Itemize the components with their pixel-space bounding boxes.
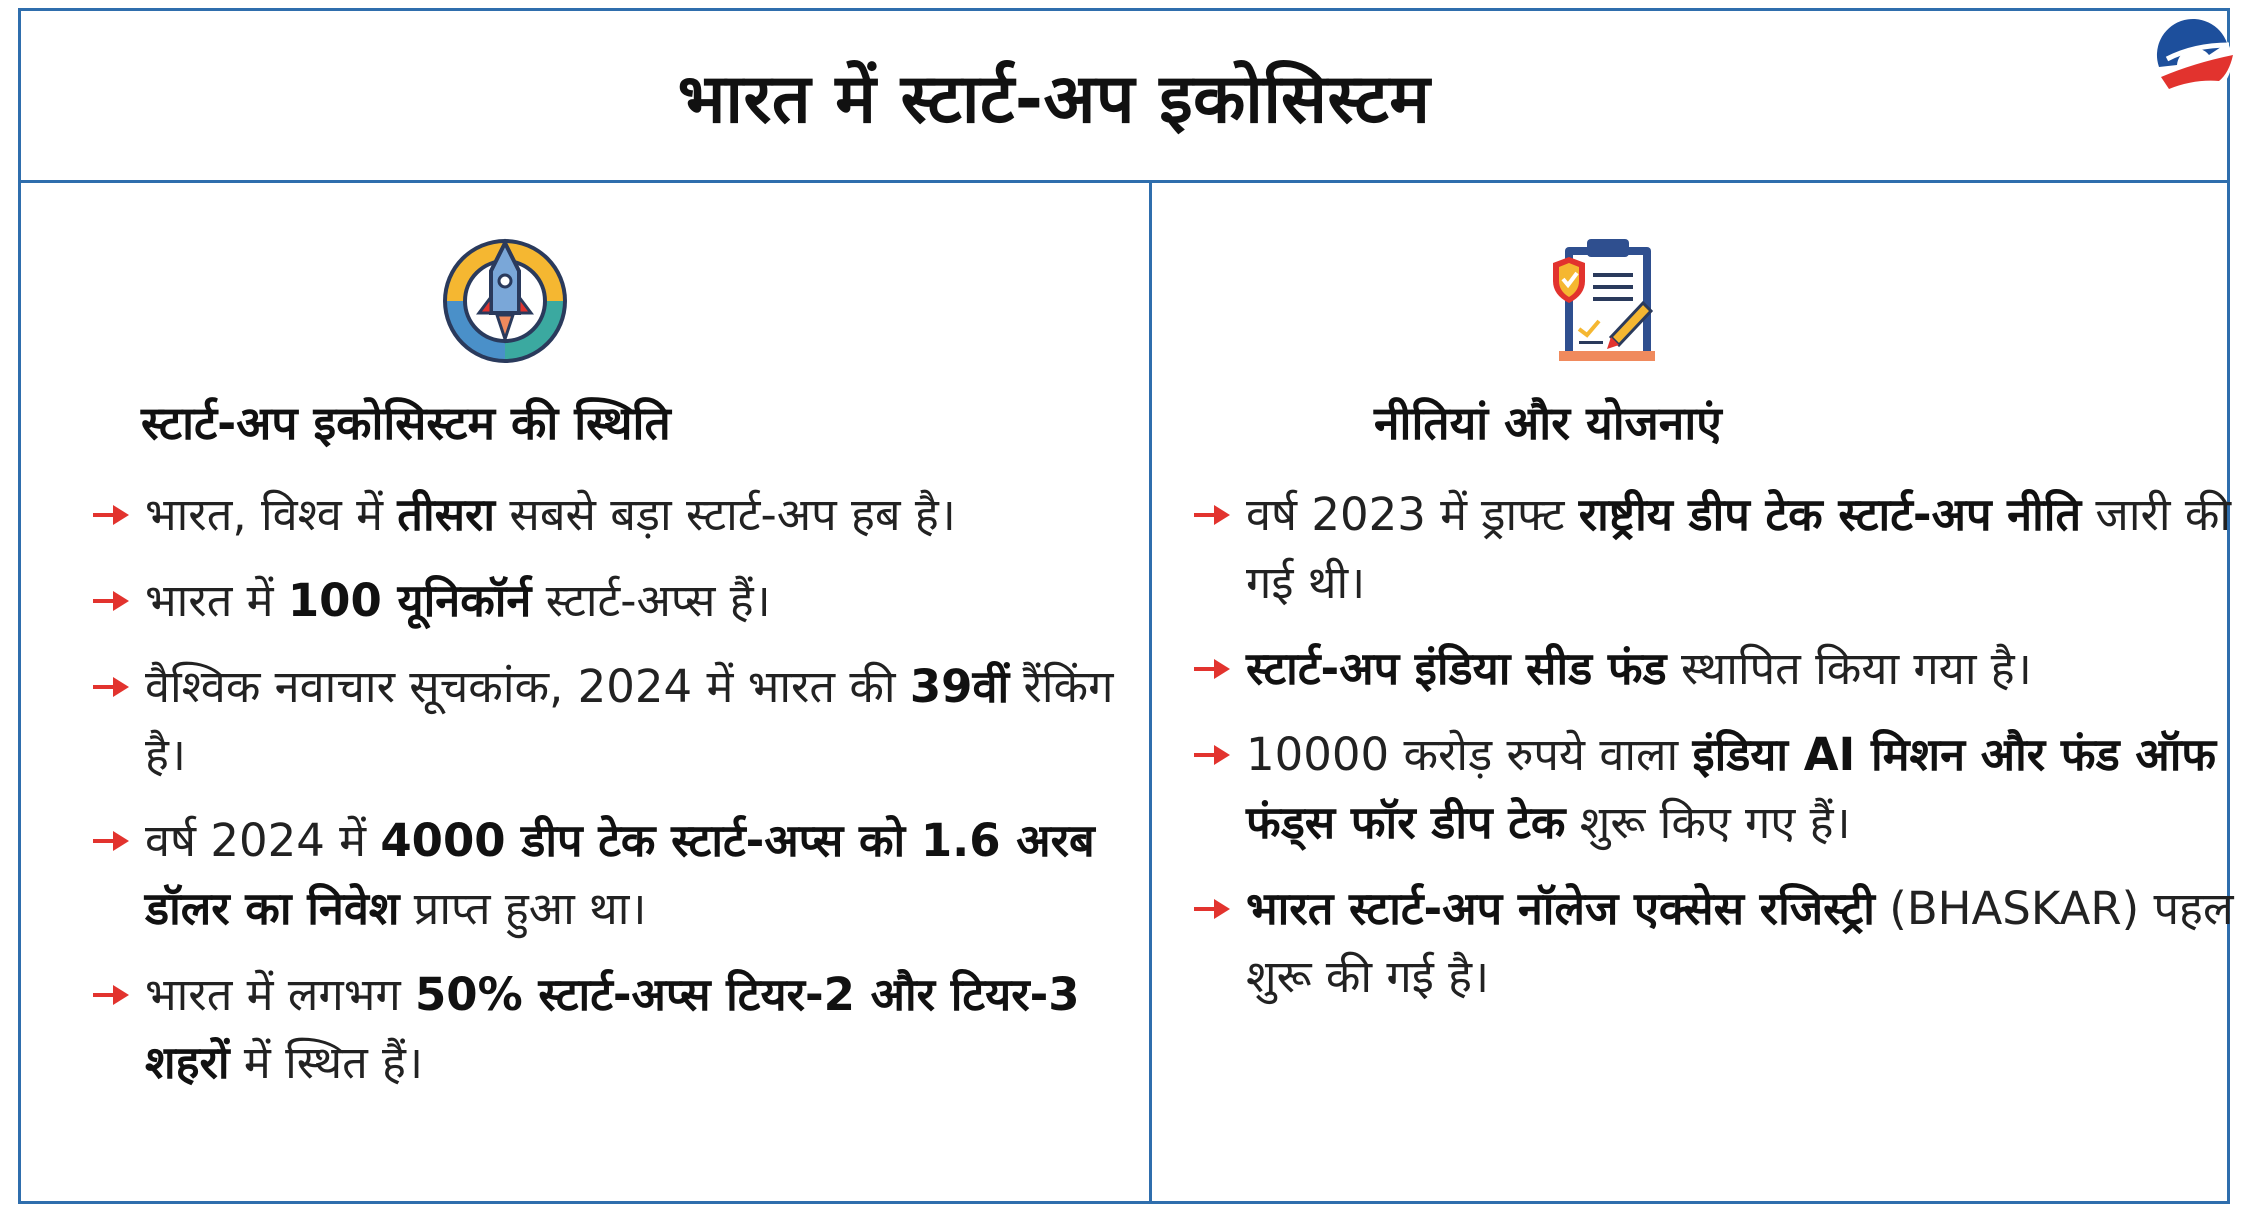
item-text: वैश्विक नवाचार सूचकांक, 2024 में भारत की — [145, 660, 910, 713]
list-item — [1192, 481, 2251, 617]
item-text: शुरू किए गए हैं। — [1565, 796, 1851, 849]
ecosystem-status-heading: स्टार्ट-अप इकोसिस्टम की स्थिति — [141, 396, 671, 450]
item-text: स्टार्ट-अप्स हैं। — [531, 574, 771, 627]
arrow-right-icon — [91, 982, 131, 1008]
item-highlight: भारत स्टार्ट-अप नॉलेज एक्सेस रजिस्ट्री — [1246, 882, 1875, 935]
list-item — [1192, 721, 2251, 857]
list-item — [1192, 635, 2251, 703]
infographic-frame — [18, 8, 2234, 1204]
title-bar — [21, 11, 2227, 183]
policies-schemes-list — [1192, 481, 2251, 1029]
arrow-right-icon — [1192, 502, 1232, 528]
item-text: भारत, विश्व में — [145, 488, 398, 541]
arrow-right-icon — [91, 828, 131, 854]
arrow-right-icon — [91, 502, 131, 528]
list-item — [91, 653, 1131, 789]
item-text: वर्ष 2023 में ड्राफ्ट — [1246, 488, 1579, 541]
arrow-right-icon — [1192, 742, 1232, 768]
item-text: वर्ष 2024 में — [145, 814, 381, 867]
list-item — [91, 807, 1131, 943]
arrow-right-icon — [91, 588, 131, 614]
item-highlight: स्टार्ट-अप इंडिया सीड फंड — [1246, 642, 1667, 695]
arrow-right-icon — [1192, 656, 1232, 682]
arrow-right-icon — [1192, 896, 1232, 922]
page-title: भारत में स्टार्ट-अप इकोसिस्टम — [677, 60, 1431, 139]
item-text: रैंकिंग है। — [145, 660, 1114, 781]
policies-schemes-heading: नीतियां और योजनाएं — [1374, 396, 1722, 450]
item-text: प्राप्त हुआ था। — [399, 882, 647, 935]
policy-clipboard-icon — [1547, 233, 1659, 373]
ecosystem-status-column — [21, 183, 1149, 1201]
brand-logo-icon — [2149, 15, 2239, 105]
list-item — [91, 961, 1131, 1097]
item-text: स्थापित किया गया है। — [1666, 642, 2032, 695]
policies-schemes-column — [1152, 183, 2234, 1201]
item-highlight: तीसरा — [397, 488, 496, 541]
list-item — [1192, 875, 2251, 1011]
list-item — [91, 481, 1131, 549]
item-text: जारी की गई थी। — [1246, 488, 2232, 609]
ecosystem-status-list — [91, 481, 1131, 1115]
item-highlight: 50% स्टार्ट-अप्स टियर-2 और टियर-3 शहरों — [145, 968, 1080, 1089]
arrow-right-icon — [91, 674, 131, 700]
item-text: भारत में — [145, 574, 288, 627]
item-highlight: 100 यूनिकॉर्न — [287, 574, 532, 627]
item-text: में स्थित हैं। — [229, 1036, 424, 1089]
item-highlight: इंडिया AI मिशन और फंड ऑफ फंड्स फॉर डीप टेक — [1246, 728, 2217, 849]
item-text: 10000 करोड़ रुपये वाला — [1246, 728, 1693, 781]
item-highlight: 39वीं — [909, 660, 1010, 713]
item-text: सबसे बड़ा स्टार्ट-अप हब है। — [495, 488, 956, 541]
item-text: (BHASKAR) पहल शुरू की गई है। — [1246, 882, 2234, 1003]
item-highlight: 4000 डीप टेक स्टार्ट-अप्स को 1.6 अरब डॉलर का निवेश — [145, 814, 1095, 935]
rocket-target-icon — [439, 235, 571, 367]
item-highlight: राष्ट्रीय डीप टेक स्टार्ट-अप नीति — [1578, 488, 2082, 541]
list-item — [91, 567, 1131, 635]
item-text: भारत में लगभग — [145, 968, 415, 1021]
